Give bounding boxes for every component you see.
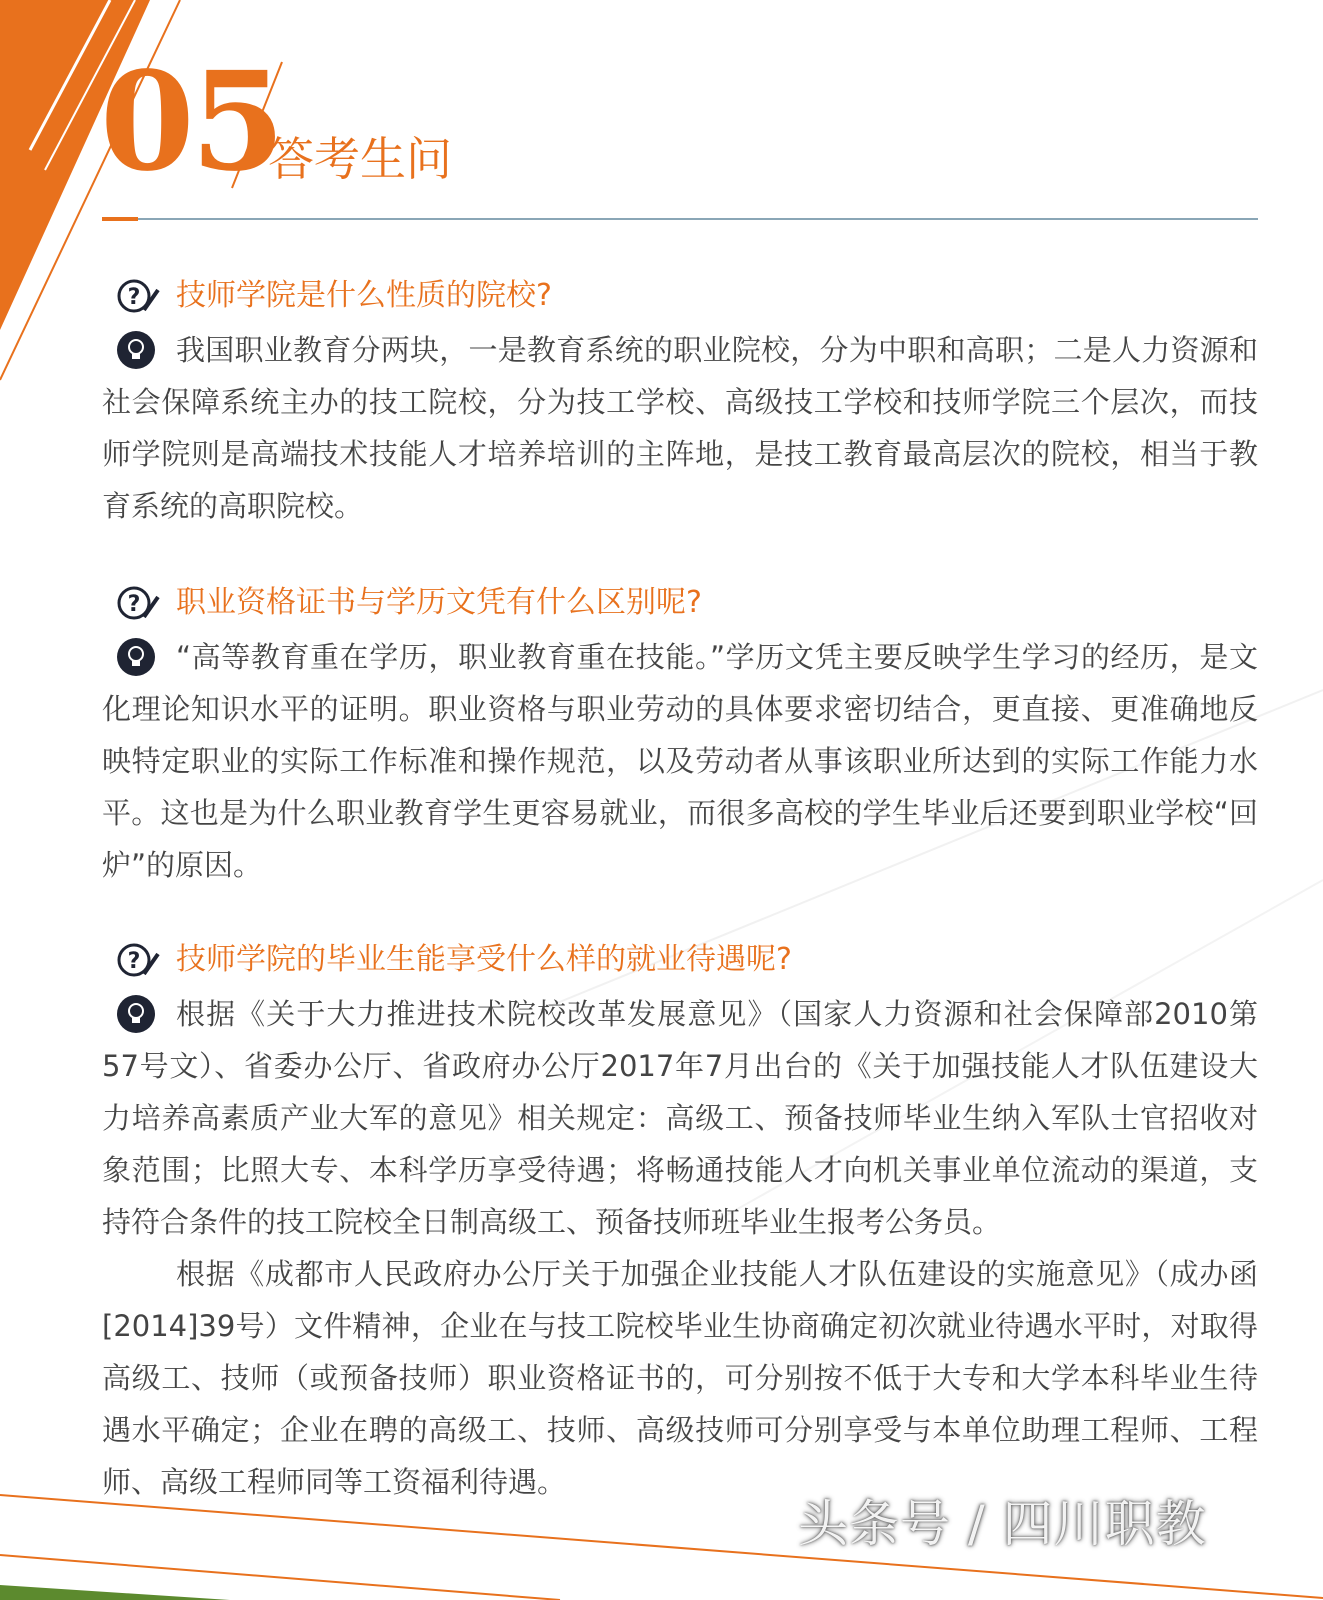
answer-text: 我国职业教育分两块，一是教育系统的职业院校，分为中职和高职；二是人力资源和社会保障系统主办的技工院校，分为技工学校、高级技工学校和技师学院三个层次，而技师学院则是高端技术技能人才培养培训的主阵地，是技工教育最高层次的院校，相当于教育系统的高职院校。	[102, 333, 1258, 523]
question-heading	[102, 575, 1258, 631]
answer-paragraph	[102, 631, 1258, 891]
lightbulb-icon	[116, 637, 156, 677]
svg-text:?: ?	[127, 949, 141, 974]
answer-paragraph	[102, 988, 1258, 1248]
answer-text: 根据《关于大力推进技术院校改革发展意见》（国家人力资源和社会保障部2010第57号文）、省委办公厅、省政府办公厅2017年7月出台的《关于加强技能人才队伍建设大力培养高素质产业大军的意见》相关规定：高级工、预备技师毕业生纳入军队士官招收对象范围；比照大专、本科学历享受待遇；将畅通技能人才向机关事业单位流动的渠道，支持符合条件的技工院校全日制高级工、预备技师班毕业生报考公务员。	[102, 997, 1258, 1239]
question-heading	[102, 268, 1258, 324]
lightbulb-icon	[116, 994, 156, 1034]
answer-paragraph	[102, 324, 1258, 532]
header-divider	[102, 218, 1258, 220]
header-divider-accent	[102, 217, 138, 221]
question-text: 技师学院的毕业生能享受什么样的就业待遇呢?	[176, 942, 792, 977]
question-pencil-icon	[116, 583, 160, 623]
qa-item	[102, 268, 1258, 532]
qa-item	[102, 575, 1258, 891]
qa-item	[102, 932, 1258, 1508]
question-heading	[102, 932, 1258, 988]
svg-text:?: ?	[127, 592, 141, 617]
answer-text: “高等教育重在学历，职业教育重在技能。”学历文凭主要反映学生学习的经历，是文化理论知识水平的证明。职业资格与职业劳动的具体要求密切结合，更直接、更准确地反映特定职业的实际工作标准和操作规范，以及劳动者从事该职业所达到的实际工作能力水平。这也是为什么职业教育学生更容易就业，而很多高校的学生毕业后还要到职业学校“回炉”的原因。	[102, 640, 1258, 882]
question-pencil-icon	[116, 276, 160, 316]
section-number: 05	[100, 42, 282, 202]
question-text: 职业资格证书与学历文凭有什么区别呢?	[176, 585, 702, 620]
question-text: 技师学院是什么性质的院校?	[176, 278, 552, 313]
svg-text:?: ?	[127, 285, 141, 310]
question-pencil-icon	[116, 940, 160, 980]
answer-paragraph-2: 根据《成都市人民政府办公厅关于加强企业技能人才队伍建设的实施意见》（成办函[2014]39号）文件精神，企业在与技工院校毕业生协商确定初次就业待遇水平时，对取得高级工、技师（或预备技师）职业资格证书的，可分别按不低于大专和大学本科毕业生待遇水平确定；企业在聘的高级工、技师、高级技师可分别享受与本单位助理工程师、工程师、高级工程师同等工资福利待遇。	[102, 1257, 1258, 1499]
watermark-text: 头条号 / 四川职教	[798, 1495, 1207, 1553]
section-title: 答考生问	[268, 132, 452, 186]
lightbulb-icon	[116, 330, 156, 370]
